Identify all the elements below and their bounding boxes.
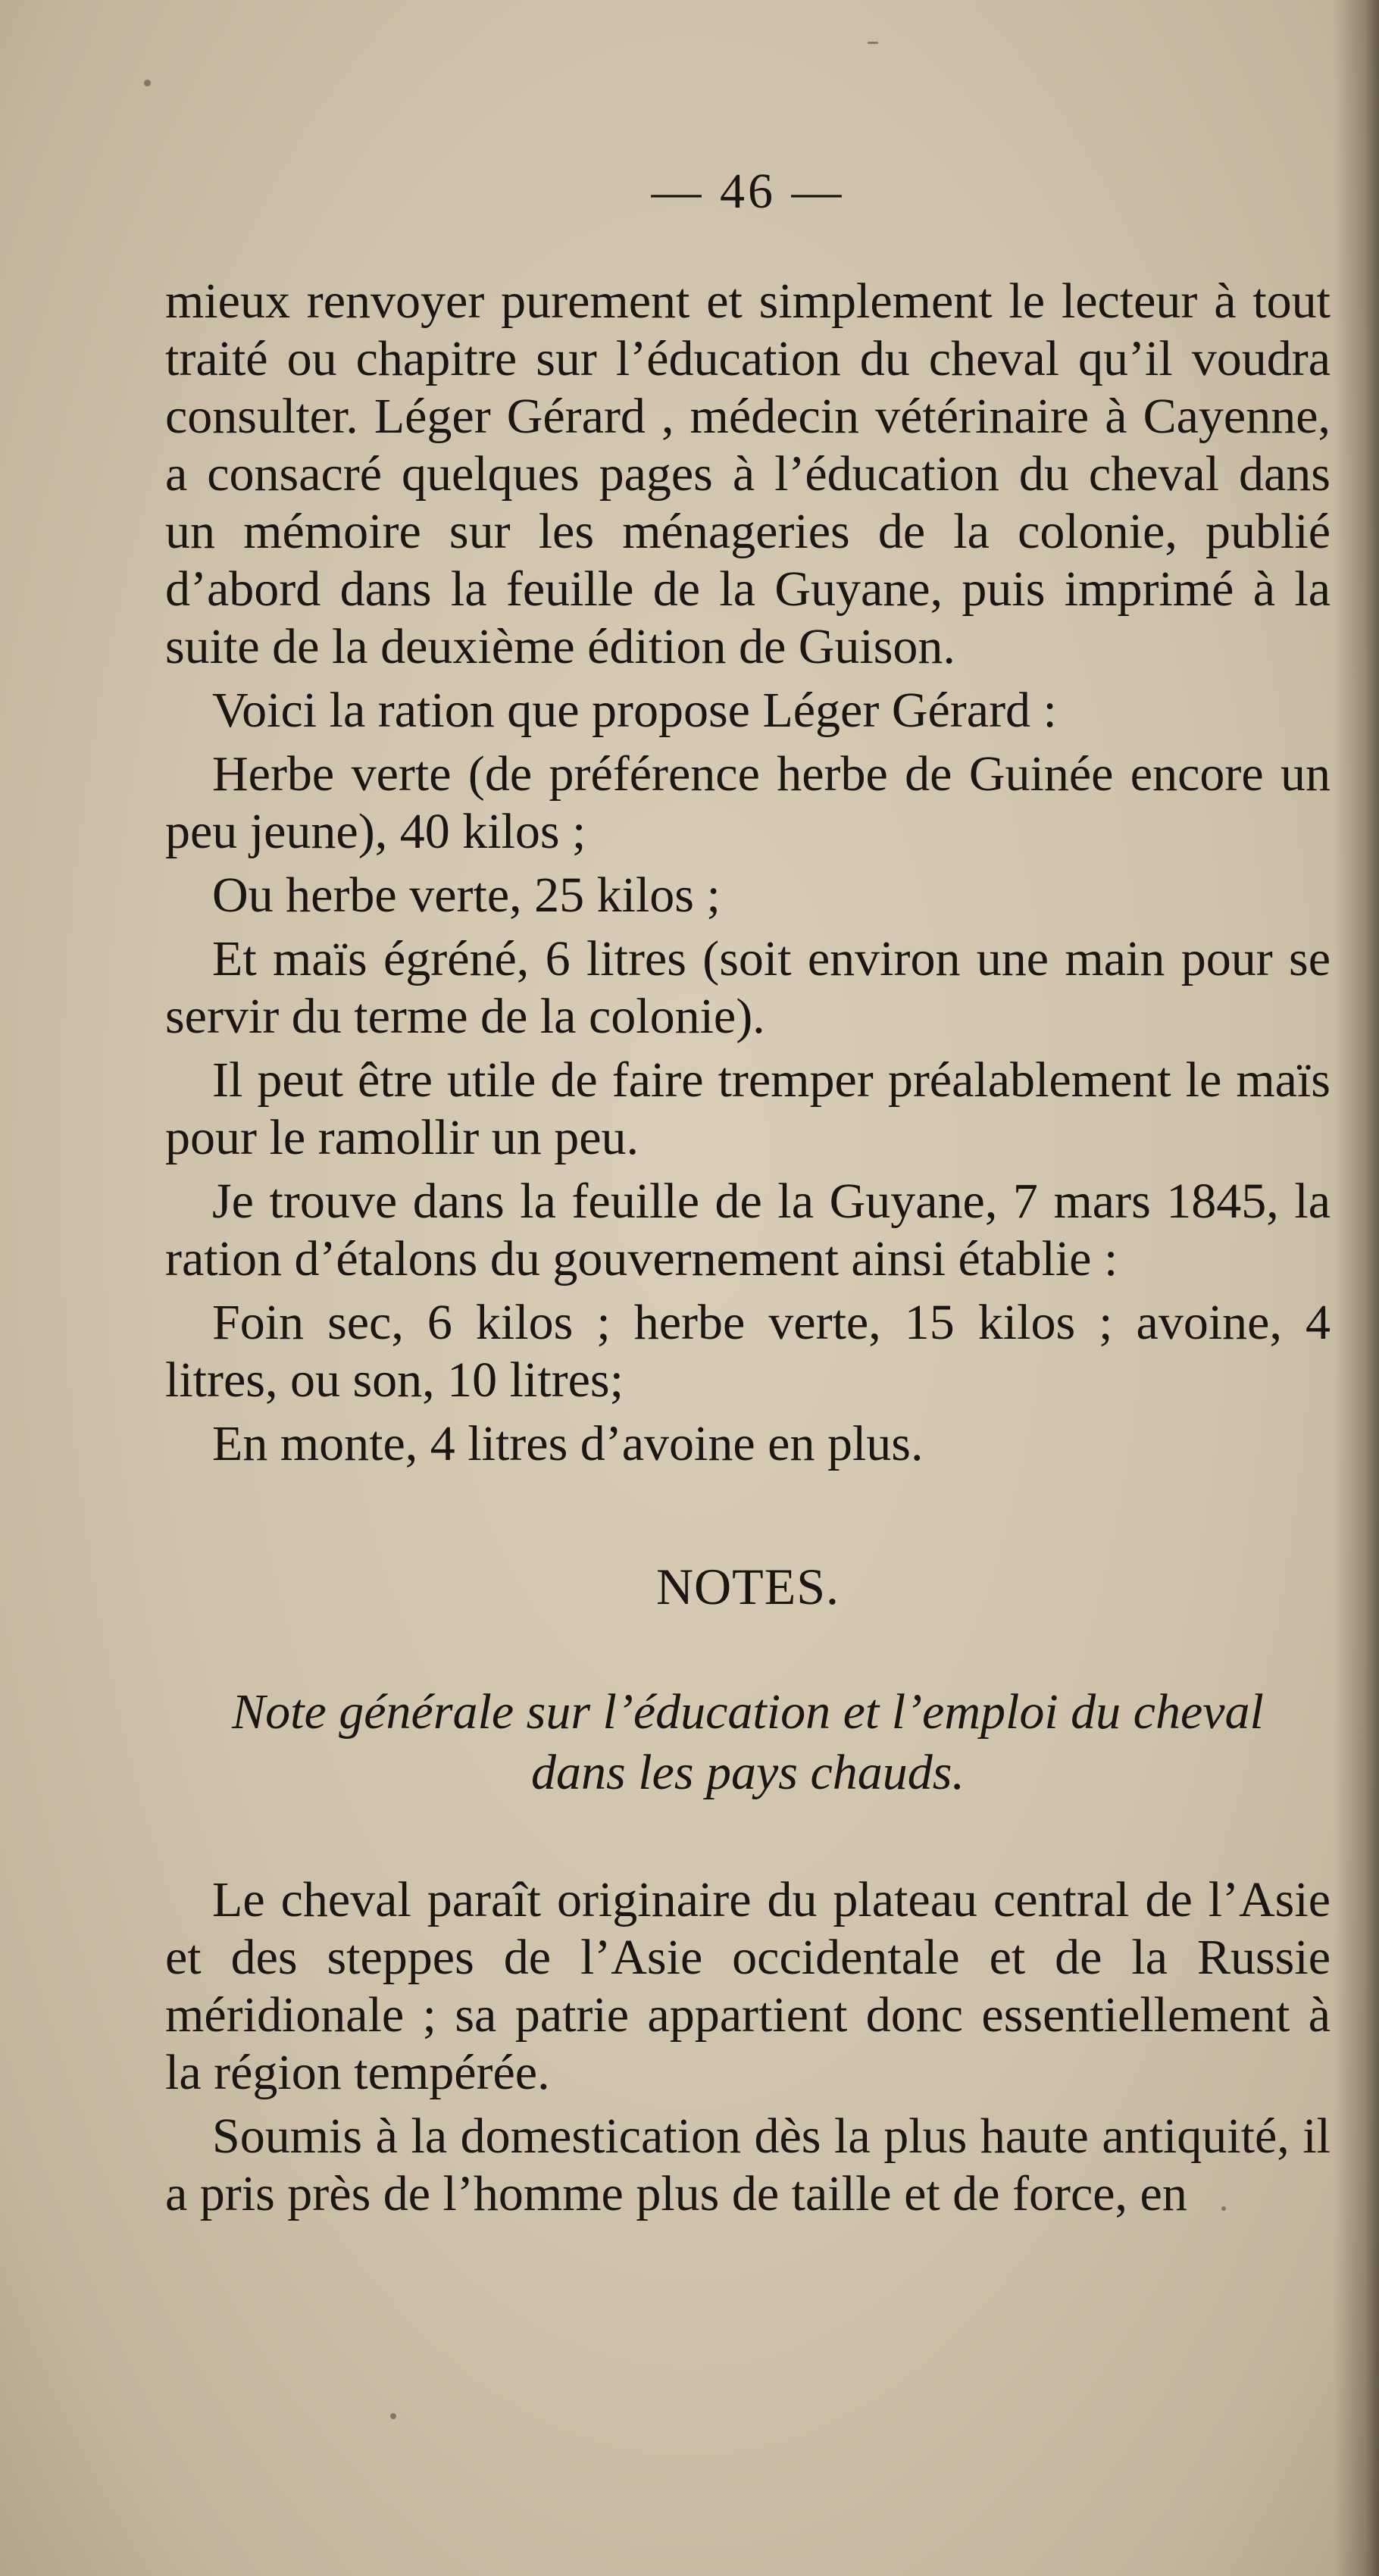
body-text-bottom [165, 1871, 1331, 2223]
page-edge-shadow [1334, 0, 1379, 2576]
paragraph: Voici la ration que propose Léger Gérard : [212, 683, 1057, 738]
paper-speck [390, 2413, 396, 2419]
paragraph: Soumis à la domestication dès la plus haute antiquité, il a pris près de l’homme plus de taille et de force, en [165, 2109, 1331, 2221]
paragraph: Je trouve dans la feuille de la Guyane, 7 mars 1845, la ration d’étalons du gouvernement ainsi établie : [165, 1174, 1331, 1286]
note-title-line-1: Note générale sur l’éducation et l’emploi du cheval [232, 1684, 1264, 1740]
paragraph: Le cheval paraît originaire du plateau central de l’Asie et des steppes de l’Asie occidentale et de la Russie méridionale ; sa patrie appartient donc essentiellement à la région tempérée. [165, 1872, 1331, 2100]
notes-heading: NOTES. [655, 1558, 840, 1615]
note-title-line-2: dans les pays chauds. [531, 1745, 965, 1800]
paragraph: Et maïs égréné, 6 litres (soit environ une main pour se servir du terme de la colonie). [165, 931, 1331, 1044]
paper-speck [1221, 2206, 1226, 2211]
paragraph: Foin sec, 6 kilos ; herbe verte, 15 kilos ; avoine, 4 litres, ou son, 10 litres; [165, 1295, 1331, 1408]
paragraph: Ou herbe verte, 25 kilos ; [212, 868, 721, 923]
paper-speck [144, 80, 151, 86]
paragraph: En monte, 4 litres d’avoine en plus. [212, 1416, 924, 1471]
paragraph: Herbe verte (de préférence herbe de Guinée encore un peu jeune), 40 kilos ; [165, 746, 1331, 859]
body-text-top [165, 273, 1331, 1473]
note-title [165, 1682, 1331, 1803]
page-number: — 46 — [651, 164, 845, 219]
paragraph: mieux renvoyer purement et simplement le lecteur à tout traité ou chapitre sur l’éducation du cheval qu’il voudra consulter. Léger Gérard , médecin vétérinaire à Cayenne, a consacré quelques pages à l’éducation du cheval dans un mémoire sur les ménageries de la colonie, publié d’abord dans la feuille de la Guyane, puis imprimé à la suite de la deuxième édition de Guison. [165, 274, 1331, 674]
paper-speck [868, 42, 878, 44]
paragraph: Il peut être utile de faire tremper préalablement le maïs pour le ramollir un peu. [165, 1052, 1331, 1165]
